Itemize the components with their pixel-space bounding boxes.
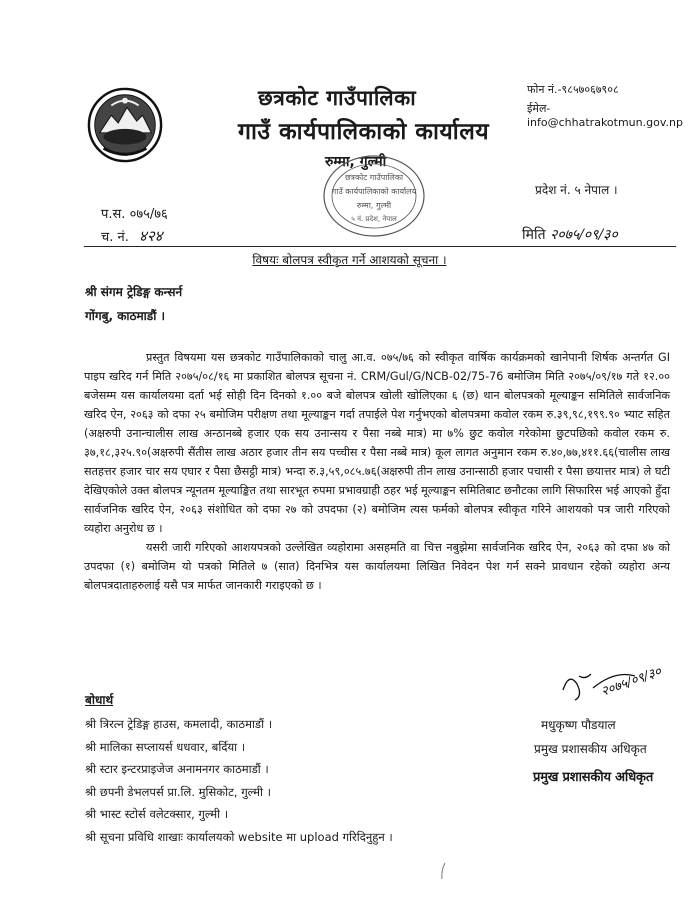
cc-heading: बोधार्थ	[85, 693, 114, 707]
recipient-address: गोंगबु, काठमाडौं ।	[85, 309, 166, 323]
stamp-line-3: रुम्मा, गुल्मी	[356, 201, 392, 210]
header-divider	[84, 246, 676, 247]
signature-scrawl	[555, 650, 695, 710]
subject-text: विषयः बोलपत्र स्वीकृत गर्ने आशयको सूचना ।	[252, 253, 447, 267]
letter-date	[522, 225, 618, 244]
email-address: ईमेल-info@chhatrakotmun.gov.np	[527, 102, 683, 129]
body-paragraph-1: प्रस्तुत विषयमा यस छत्रकोट गाउँपालिकाको चालु आ.व. ०७५/७६ को स्वीकृत वार्षिक कार्यक्रमको खानेपानी शिर्षक अन्तर्गत GI पाइप खरिद गर्न मिति २०७५/०८/१६ मा प्रकाशित बोलपत्र सूचना नं. CRM/Gul/G/NCB-02/75-76 बमोजिम मिति २०७५/०९/१७ गते १२.०० बजेसम्म यस कार्यालयमा दर्ता भई सोही दिन दिनको १.०० बजे बोलपत्र खोली खोलिएका ६ (छ) थान बोलपत्रको मूल्याङ्कन समितिले सार्वजनिक खरिद ऐन, २०६३ को दफा २५ बमोजिम परीक्षण तथा मूल्याङ्कन गर्दा तपाईले पेश गर्नुभएको बोलपत्रमा कवोल रकम रु.३९,९८,१९९.९० भ्याट सहित (अक्षरुपी उनान्चालीस लाख अन्ठानब्बे हजार एक सय उनान्सय र पैसा नब्बे मात्र) मा ७% छुट कवोल गरेकोमा छुटपछिको कवोल रकम रु. ३७,१८,३२५.९०(अक्षरुपी सैंतीस लाख अठार हजार तीन सय पच्चीस र पैसा नब्बे मात्र) कूल लागत अनुमान रकम रु.४०,७७,४११.६६(चालीस लाख सतहत्तर हजार चार सय एघार र पैसा छैसट्ठी मात्र) भन्दा रु.३,५९,०८५.७६(अक्षरुपी तीन लाख उनान्साठी हजार पचासी र पैसा छयात्तर मात्र) ले घटी देखिएकोले उक्त बोलपत्र न्यूनतम मूल्याङ्कित तथा सारभूत रुपमा प्रभावग्राही ठहर भई मूल्याङ्कन समितिबाट छनौटका लागि सिफारिस भई आएको हुँदा सार्वजनिक खरिद ऐन, २०६३ संशोधित को दफा २७ को उपदफा (२) बमोजिम त्यस फर्मको बोलपत्र स्वीकृत गरिने आशयको पत्र जारी गरिएको व्यहोरा अनुरोध छ ।	[84, 351, 670, 535]
dispatch-number-label: च. नं.	[101, 230, 129, 245]
body-paragraph-2: यसरी जारी गरिएको आशयपत्रको उल्लेखित व्यहोरामा असहमति वा चित्त नबुझेमा सार्वजनिक खरिद ऐन, २०६३ को दफा ४७ को उपदफा (१) बमोजिम यो पत्रको मितिले ७ (सात) दिनभित्र यस कार्यालयमा लिखित निवेदन पेश गर्न सक्ने प्रावधान रहेको व्यहोरा अन्य बोलपत्रदाताहरुलाई यसै पत्र मार्फत जानकारी गराइएको छ ।	[84, 541, 670, 592]
cc-item: श्री भास्ट स्टोर्स वलेटक्सार, गुल्मी ।	[85, 807, 229, 821]
signatory-title: प्रमुख प्रशासकीय अधिकृत	[534, 742, 647, 756]
cc-item: श्री सूचना प्रविधि शाखाः कार्यालयको website मा upload गरिदिनुहुन ।	[85, 829, 393, 844]
phone-number: फोन नं.-९८५७०६७९०८	[527, 83, 619, 96]
date-value: २०७५/०९/३०	[550, 227, 618, 243]
cc-item: श्री स्टार इन्टरप्राइजेज अनामनगर काठमाडौं ।	[85, 762, 269, 776]
cc-item: श्री त्रिरत्न ट्रेडिङ्ग हाउस, कमलादी, काठमाडौं ।	[85, 717, 273, 731]
dispatch-number	[101, 226, 162, 246]
dispatch-number-value: ४२४	[139, 227, 163, 245]
office-name: गाउँ कार्यपालिकाको कार्यालय	[238, 119, 490, 145]
nepal-emblem-icon	[86, 86, 164, 164]
stamp-line-4: ५ नं. प्रदेश, नेपाल	[351, 215, 397, 223]
cc-item: श्री छपनी डेभलपर्स प्रा.लि. मुसिकोट, गुल्मी ।	[85, 784, 271, 799]
signature-date: २०७५/०९/३०	[599, 664, 664, 700]
cc-item: श्री मालिका सप्लायर्स धधवार, बर्दिया ।	[85, 739, 246, 754]
municipality-name: छत्रकोट गाउँपालिका	[258, 86, 417, 110]
recipient-name: श्री संगम ट्रेडिङ्ग कन्सर्न	[85, 285, 183, 299]
date-label: मिति	[522, 227, 546, 243]
province-label: प्रदेश नं. ५ नेपाल ।	[535, 183, 618, 197]
office-stamp	[315, 150, 433, 242]
stray-pen-mark	[438, 862, 448, 880]
letter-subject	[0, 251, 699, 268]
stamp-line-2: गाउँ कार्यपालिकाको कार्यालय	[331, 187, 417, 196]
signatory-title-stamp: प्रमुख प्रशासकीय अधिकृत	[533, 770, 654, 785]
reference-number: प.स. ०७५/७६	[101, 207, 168, 222]
cc-list	[85, 713, 393, 848]
letter-body	[84, 348, 670, 595]
signatory-name: मधुकृष्ण पौडयाल	[541, 718, 616, 732]
stamp-line-1: छत्रकोट गाउँपालिका	[344, 173, 404, 182]
office-location: रुम्मा, गुल्मी	[325, 154, 387, 170]
